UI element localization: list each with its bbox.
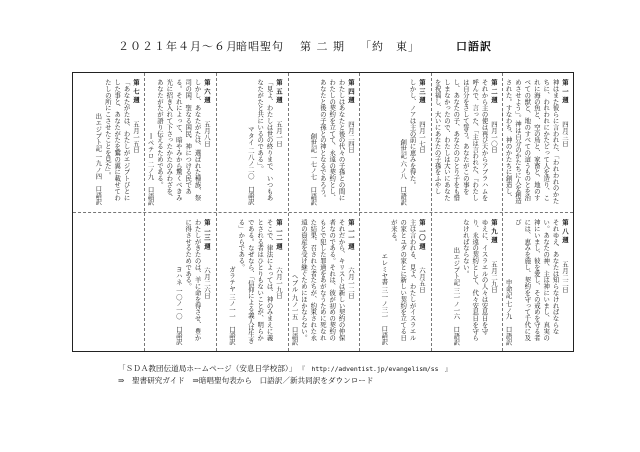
verse-text: それだから、キリストは新しい契約の仲保者なのである。それは、彼が初めの契約のもとで犯した罪過をあがなうために死なれた結果、召された者たちが、約束された永遠の資産を受け継ぐためにほかならない。 — [299, 219, 346, 341]
version-label: 口語訳 — [456, 40, 492, 53]
verse-date: 五月一五日 — [132, 120, 140, 153]
verse-date: 五月二二日 — [561, 260, 569, 293]
site-name: 「ＳＤＡ教団伝道局ホームページ（安息日学校部）」 — [118, 364, 297, 373]
verse-reference: ヘブル 九ノ一五 口語訳 — [290, 272, 299, 345]
verse-card-week-1 — [502, 73, 573, 211]
period-label: ２０２１年４月～６月 — [118, 40, 238, 53]
verse-text: しかし、ノアは主の前に恵みを得た。 — [408, 79, 417, 188]
verse-date: 四月一〇日 — [490, 120, 498, 153]
verse-card-week-10 — [359, 213, 430, 351]
verse-date: 六月五日 — [418, 267, 426, 293]
week-label: 第 一一 週 — [347, 219, 355, 250]
verse-reference: ヨハネ 一〇ノ一〇 口語訳 — [174, 266, 183, 345]
week-label: 第 二 週 — [490, 79, 498, 103]
site-url-link[interactable]: 『 http://adventist.jp/evangelism/ss 』 — [298, 365, 452, 373]
verse-reference: 創世記 六ノ八 口語訳 — [399, 138, 408, 205]
week-label: 第 一二 週 — [275, 219, 283, 250]
week-label: 第 五 週 — [275, 79, 283, 103]
week-label: 第 一 週 — [561, 79, 569, 103]
verse-reference: 出エジプト記 一九ノ四 口語訳 — [94, 113, 103, 205]
week-label: 第 一三 週 — [203, 219, 211, 250]
verse-date: 四月二四日 — [347, 120, 355, 153]
week-label: 第 三 週 — [418, 79, 426, 103]
download-instructions: ⇒ 聖書研究ガイド ⇒暗唱聖句表から 口語訳／新共同訳をダウンロード — [118, 376, 374, 385]
week-label: 第 八 週 — [561, 219, 569, 243]
verse-date: 六月二六日 — [203, 267, 211, 300]
page-title: 暗唱聖句 — [236, 40, 284, 53]
week-label: 第 六 週 — [203, 79, 211, 103]
week-label: 第 九 週 — [490, 219, 498, 243]
verse-text: しかし、あなたがたは、選ばれた種族、祭司の国、聖なる国民、神につける民である。それによって、暗やみから驚くべきみ光に招き入れて下さったかたのみわざを、あなたがたが語り伝えるためである。 — [155, 79, 202, 201]
verse-date: 四月一七日 — [418, 120, 426, 153]
verse-date: 五月二九日 — [490, 260, 498, 293]
verse-card-week-9 — [431, 213, 502, 351]
term-label: 第 二 期 — [300, 40, 345, 53]
verse-text: 「見よ、わたしは世の終りまで、いつもあなたがたと共にいるのである」。 — [256, 79, 274, 201]
verse-reference: エレミヤ書 三一ノ三一 口語訳 — [380, 253, 389, 345]
verse-card-week-2 — [431, 73, 502, 211]
verse-date: 六月一九日 — [275, 267, 283, 300]
verse-text: 主は言われる、見よ、わたしがイスラエルの家とユダの家とに新しい契約を立てる日が来る。 — [389, 219, 417, 341]
verse-reference: 創世記 一七ノ七 口語訳 — [309, 132, 318, 205]
verse-card-week-13 — [144, 213, 215, 351]
verse-card-week-6 — [144, 73, 215, 211]
verse-card-week-8 — [502, 213, 573, 351]
verse-text: ゆえに、イスラエルの人々は安息日を守り、永遠の契約として、代々安息日を守らなければならない。 — [461, 219, 489, 341]
theme-label: 「約 東」 — [360, 40, 420, 53]
verse-card-week-3 — [359, 73, 430, 211]
verse-reference: 出エジプト記 三一ノ一六 口語訳 — [452, 246, 461, 345]
page-header — [0, 38, 640, 58]
verse-text: わたしはあなたと後の代々の子孫との間にわたしの契約を立てて、永遠の契約とし、あなたと後の子孫との神となるであろう。 — [318, 79, 346, 201]
verse-reference: 申命記 七ノ九 口語訳 — [504, 278, 513, 345]
verse-reference: マタイ 二八ノ二〇 口語訳 — [246, 126, 255, 205]
verse-card-week-5 — [216, 73, 287, 211]
verse-card-week-11 — [288, 213, 359, 351]
verse-text: 「あなたがたは、わたしがエジプトびとにした事と、あなたがたを鷲の翼に載せてわたしの所にこさせたことを見た」。 — [103, 79, 131, 201]
week-label: 第 一〇 週 — [418, 219, 426, 250]
verse-text: わたしがきたのは、羊に命を得させ、豊かに得させるためである。 — [184, 219, 202, 341]
week-label: 第 七 週 — [132, 79, 140, 103]
verse-reference: Ｉペテロ 二ノ九 口語訳 — [146, 132, 155, 205]
week-label: 第 四 週 — [347, 79, 355, 103]
verse-text: それゆえ、あなたは知らなければならない。あなたの神、主は神にいまし、真実の神にいまし、彼を愛し、その戒めを守る者には、恵みを施し、契約を守って千代に及び — [513, 219, 560, 341]
verse-reference: ガラテヤ 三ノ一一 口語訳 — [227, 266, 236, 345]
verse-card-week-7 — [73, 73, 144, 211]
page-footer — [118, 363, 598, 387]
verse-card-week-4 — [288, 73, 359, 211]
verse-date: 五月八日 — [203, 120, 211, 147]
verse-date: 四月三日 — [561, 120, 569, 147]
verse-date: 五月一日 — [275, 120, 283, 147]
verse-text: それから主の使は再び天からアブラハムを呼んで、言った、「主は言われた、『わたしは自分をさして誓う。あなたがこの事をし、あなたの子、あなたのひとり子をも惜しまなかったので、わたしは大いにあなたを祝福し、大いにあなたの子孫をふやし — [433, 79, 489, 201]
verse-grid — [72, 72, 574, 352]
verse-date: 六月一二日 — [347, 267, 355, 300]
verse-text: そこで、律法によっては、神のみまえに義とされる者はひとりもないことが、明らかである。なぜなら、「信仰による義人は生きる」からである。 — [237, 219, 274, 344]
verse-text: 神はまた彼らに言われた、「われわれのかたちに、われわれにかたどって人を造り、これに海の魚と、空の鳥と、家畜と、地のすべての獣と、地のすべての這うものとを治めさせよう」。神は自分のかたちに人を創造された。すなわち、神のかたちに創造し、 — [504, 79, 560, 204]
verse-card-week-12 — [216, 213, 287, 351]
